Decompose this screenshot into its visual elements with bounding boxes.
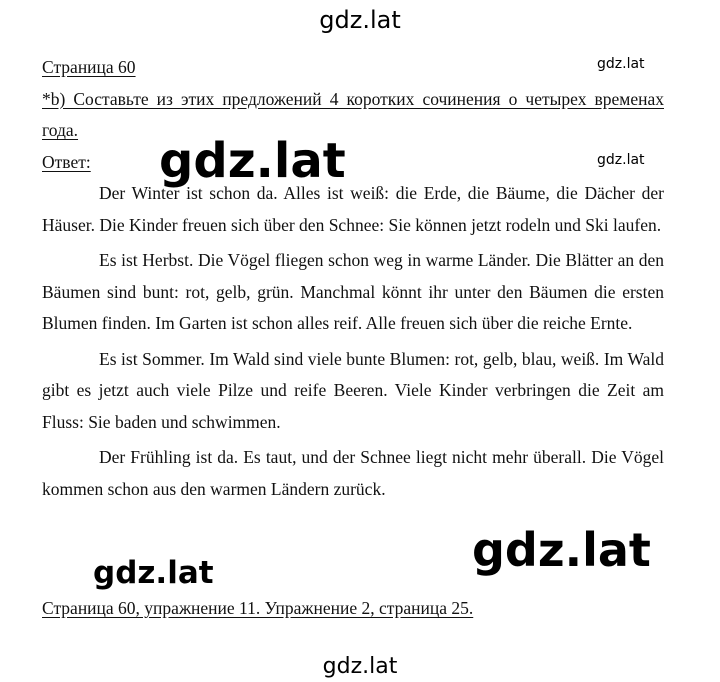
answer-label: Ответ:: [42, 151, 91, 172]
watermark-small-1: gdz.lat: [597, 56, 645, 72]
task-statement: *b) Составьте из этих предложений 4 коротких сочинения о четырех временах года.: [42, 88, 664, 140]
watermark-bottom: gdz.lat: [322, 654, 398, 679]
watermark-large-2: gdz.lat: [472, 523, 651, 577]
paragraph-autumn: Es ist Herbst. Die Vögel fliegen schon weg in warme Länder. Die Blätter an den Bäumen sind bunt: rot, gelb, grün. Manchmal könnt ihr unter den Bäumen die ersten Blumen finden. Im Garten ist schon alles reif. Alle freuen sich über die reiche Ernte.: [42, 250, 664, 333]
paragraph-winter: Der Winter ist schon da. Alles ist weiß: die Erde, die Bäume, die Dächer der Häuser. Die Kinder freuen sich über den Schnee: Sie können jetzt rodeln und Ski laufen.: [42, 183, 664, 235]
watermark-medium: gdz.lat: [93, 555, 214, 591]
page-reference: Страница 60: [42, 57, 136, 77]
watermark-top: gdz.lat: [319, 6, 401, 34]
paragraph-summer: Es ist Sommer. Im Wald sind viele bunte Blumen: rot, gelb, blau, weiß. Im Wald gibt es jetzt auch viele Pilze und reife Beeren. Viele Kinder verbringen die Zeit am Fluss: Sie baden und schwimmen.: [42, 348, 664, 432]
watermark-large-1: gdz.lat: [159, 133, 346, 189]
paragraph-spring: Der Frühling ist da. Es taut, und der Schnee liegt nicht mehr überall. Die Vögel kommen schon aus den warmen Ländern zurück.: [42, 447, 664, 499]
footer-reference: Страница 60, упражнение 11. Упражнение 2, страница 25.: [42, 598, 474, 618]
watermark-small-2: gdz.lat: [597, 152, 645, 168]
answer-document: [42, 52, 664, 505]
